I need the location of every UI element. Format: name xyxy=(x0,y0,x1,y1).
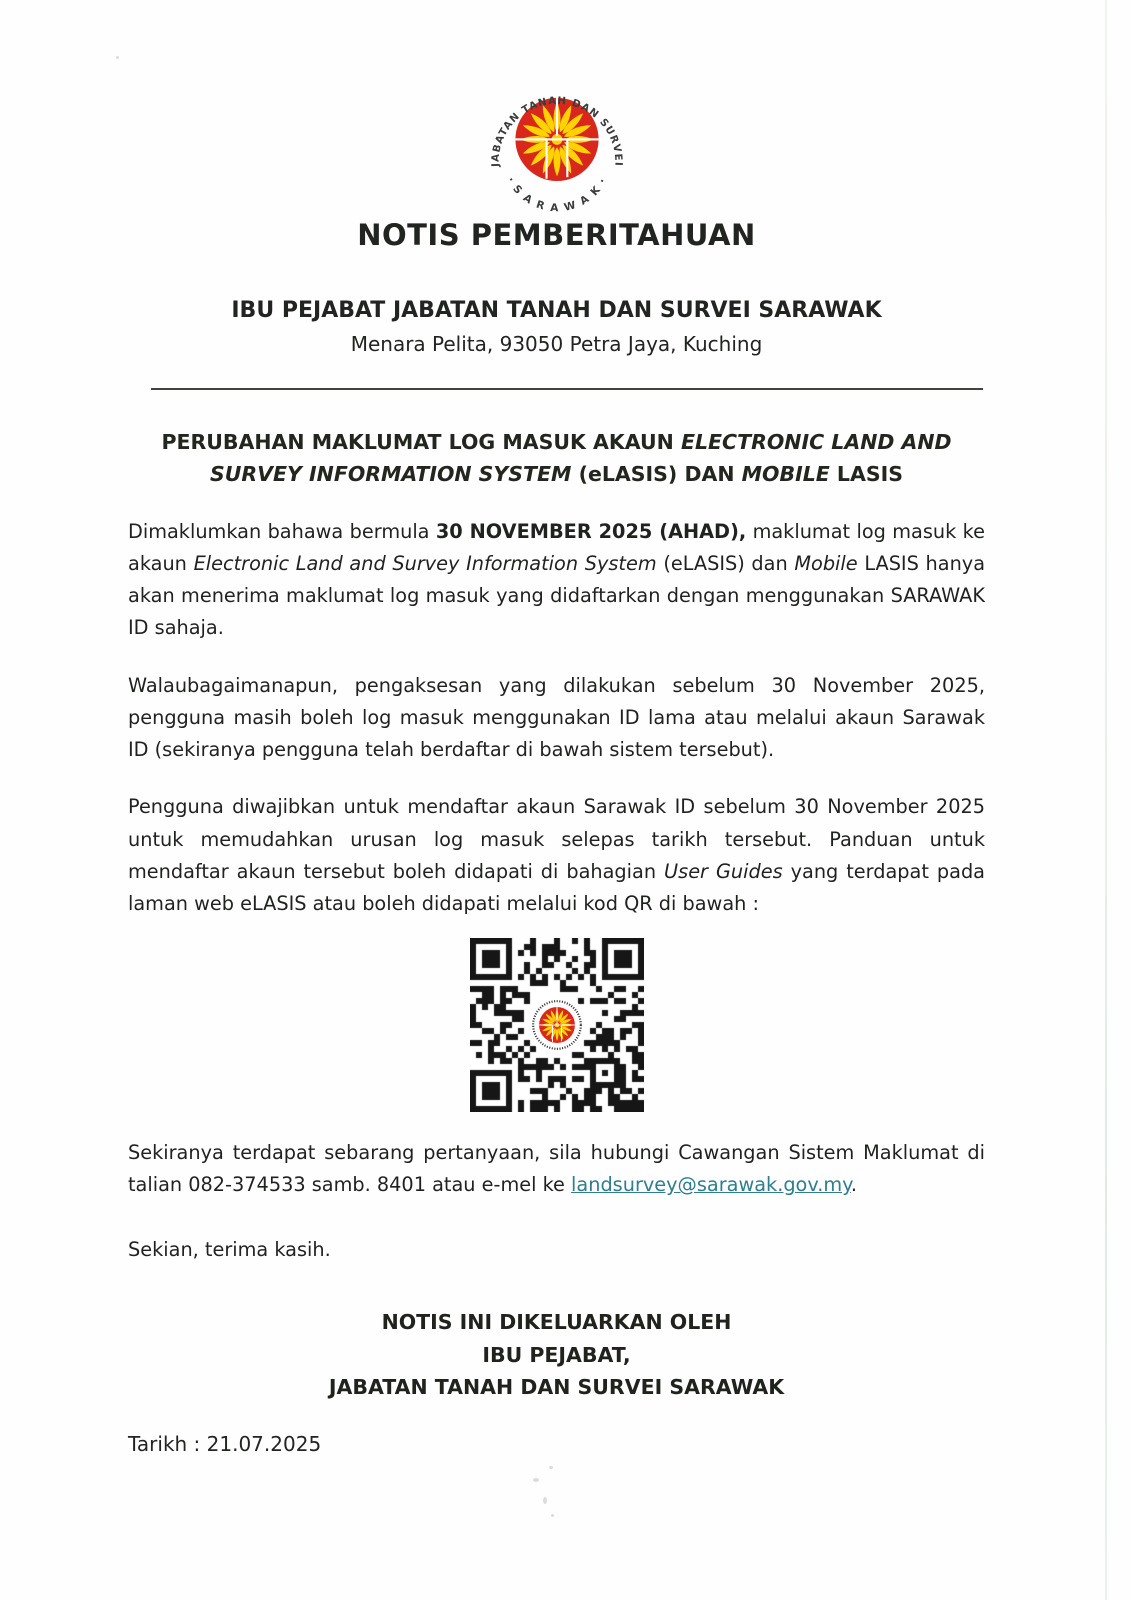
body-text: Sekiranya terdapat sebarang pertanyaan, sila hubungi Cawangan Sistem Maklumat di talian 082-374533 samb. 8401 atau e-mel ke xyxy=(128,1141,985,1197)
scan-speck xyxy=(551,1514,554,1517)
subject-text: LASIS xyxy=(829,462,904,487)
logo-arc-bottom-text: · S A R A W A K · xyxy=(503,175,610,214)
subject-text: (eLASIS) DAN xyxy=(571,462,742,487)
qr-center-logo xyxy=(528,996,586,1054)
mobile-italic: Mobile xyxy=(794,551,858,575)
issued-line-1: NOTIS INI DIKELUARKAN OLEH xyxy=(381,1309,732,1334)
issued-by-block xyxy=(128,1306,985,1404)
body-text: (eLASIS) dan xyxy=(656,551,795,575)
notice-subject xyxy=(133,426,981,491)
qr-crest-icon xyxy=(531,999,583,1051)
paragraph-2: Walaubagaimanapun, pengaksesan yang dilakukan sebelum 30 November 2025, pengguna masih boleh log masuk menggunakan ID lama atau melalui akaun Sarawak ID (sekiranya pengguna telah berdaftar di bawah sistem tersebut). xyxy=(128,673,985,762)
body-text: Dimaklumkan bahawa bermula xyxy=(128,519,436,543)
body-text: Pengguna diwajibkan untuk mendaftar akaun Sarawak ID sebelum 30 November 2025 untuk memudahkan urusan log masuk selepas tarikh tersebut. Panduan untuk mendaftar akaun tersebut boleh didapati di bahagian xyxy=(128,795,985,883)
divider-rule xyxy=(151,388,983,390)
org-name: IBU PEJABAT JABATAN TANAH DAN SURVEI SARAWAK xyxy=(231,298,882,323)
body-text: yang terdapat pada laman web eLASIS atau boleh didapati melalui kod QR di bawah : xyxy=(128,859,985,915)
body-text: maklumat log masuk ke akaun xyxy=(128,519,985,575)
email-link[interactable]: landsurvey@sarawak.gov.my xyxy=(571,1173,851,1197)
body-text: . xyxy=(850,1173,857,1197)
system-name-italic: Electronic Land and Survey Information System xyxy=(193,551,657,575)
paragraph-contact xyxy=(128,1137,985,1201)
qr-code xyxy=(470,938,644,1112)
body-text: LASIS hanya akan menerima maklumat log masuk yang didaftarkan dengan menggunakan SARAWAK ID sahaja. xyxy=(128,551,986,640)
page-title: NOTIS PEMBERITAHUAN xyxy=(357,218,756,252)
scan-speck xyxy=(116,56,119,59)
logo-arc-top-text: JABATAN TANAH DAN SURVEI xyxy=(489,95,623,168)
subject-italic-mobile: MOBILE xyxy=(741,462,830,487)
paragraph-3 xyxy=(128,791,985,920)
subject-text: PERUBAHAN MAKLUMAT LOG MASUK AKAUN xyxy=(161,430,681,454)
paragraph-1 xyxy=(128,516,985,645)
department-logo xyxy=(128,64,985,214)
user-guides-italic: User Guides xyxy=(664,859,783,883)
scan-speck xyxy=(549,1466,553,1469)
svg-text:· S A R A W A K · xyxy=(504,175,609,214)
issued-line-3: JABATAN TANAH DAN SURVEI SARAWAK xyxy=(328,1375,785,1400)
issued-line-2: IBU PEJABAT, xyxy=(482,1342,631,1367)
subject-italic-system-name: ELECTRONIC LAND AND SURVEY INFORMATION SYSTEM xyxy=(209,430,952,487)
scan-speck xyxy=(543,1497,547,1504)
scan-edge-artifact xyxy=(1105,0,1107,1600)
effective-date-bold: 30 NOVEMBER 2025 (AHAD), xyxy=(435,519,747,543)
date-line: Tarikh : 21.07.2025 xyxy=(128,1432,322,1457)
closing-line: Sekian, terima kasih. xyxy=(128,1237,331,1261)
org-address: Menara Pelita, 93050 Petra Jaya, Kuching xyxy=(350,332,763,356)
scan-speck xyxy=(533,1478,539,1482)
department-crest-icon xyxy=(462,64,652,214)
